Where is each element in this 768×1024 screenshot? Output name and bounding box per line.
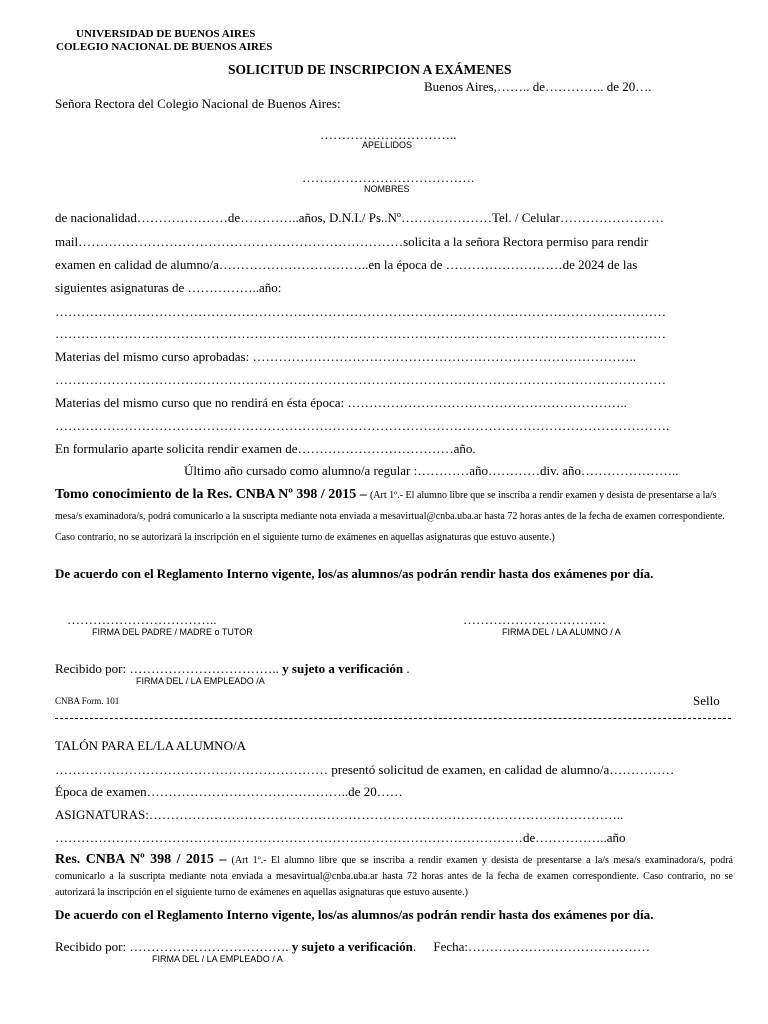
received-by-2[interactable] xyxy=(55,940,650,953)
subjects-year-line[interactable]: siguientes asignaturas de ……………..año: xyxy=(55,280,282,295)
employee-signature-label-1: FIRMA DEL / LA EMPLEADO /A xyxy=(136,676,265,686)
resolution-notice-1 xyxy=(55,484,731,547)
separate-form-line[interactable]: En formulario aparte solicita rendir examen de………………………………año. xyxy=(55,441,476,456)
mail-line[interactable]: mail…………………………………………………………………solicita a la señora Rectora permiso para rendir xyxy=(55,234,649,249)
apellidos-field[interactable]: ………………………….. xyxy=(320,127,457,142)
student-signature-label: FIRMA DEL / LA ALUMNO / A xyxy=(502,627,621,637)
received-by-1[interactable] xyxy=(55,662,410,675)
employee-signature-label-2: FIRMA DEL / LA EMPLEADO / A xyxy=(152,954,283,964)
received-by-label: Recibido por: …………………………….. xyxy=(55,661,279,676)
subjects-blank-line[interactable]: …………………………………………………………………………………………………………………………… xyxy=(55,304,666,319)
resolution-heading: Tomo conocimiento de la Res. CNBA Nº 398 / 2015 – xyxy=(55,487,367,502)
student-signature-line[interactable]: …………………………… xyxy=(463,612,606,627)
resolution-heading-2: Res. CNBA Nº 398 / 2015 – xyxy=(55,852,227,867)
approved-subjects-blank-line[interactable]: …………………………………………………………………………………………………………………………… xyxy=(55,372,666,387)
received-end: . xyxy=(406,661,410,676)
stub-exam-period-line[interactable]: Época de examen………………………………………..de 20…… xyxy=(55,784,403,799)
verification-text: y sujeto a verificación xyxy=(282,661,404,676)
not-taken-subjects-line[interactable]: Materias del mismo curso que no rendirá en ésta época: ……………………………………………………….. xyxy=(55,395,627,410)
resolution-text-2: (Art 1º.- El alumno libre que se inscriba a rendir examen y desista de presentarse a la/s mesa/s examinadora/s, podrá comunicarlo a la suscripta mediante nota enviada a mesavirtual@cnba.uba.ar hasta 72 horas antes de la fecha de examen correspondiente. Caso contrario, no se autorizará la inscripción en el siguiente turno de exámenes en aquellas asignaturas que estuvo ausente.) xyxy=(55,855,733,898)
parent-signature-label: FIRMA DEL PADRE / MADRE o TUTOR xyxy=(92,627,253,637)
form-title: SOLICITUD DE INSCRIPCION A EXÁMENES xyxy=(228,62,512,77)
subjects-blank-line[interactable]: …………………………………………………………………………………………………………………………… xyxy=(55,326,666,341)
nationality-dni-line[interactable]: de nacionalidad…………………de…………..años, D.N.I./ Ps..Nº…………………Tel. / Celular…………………… xyxy=(55,210,665,225)
parent-signature-line[interactable]: …………………………….. xyxy=(67,612,217,627)
regulation-notice-2: De acuerdo con el Reglamento Interno vigente, los/as alumnos/as podrán rendir hasta dos exámenes por día. xyxy=(55,907,654,922)
seal-label: Sello xyxy=(693,693,720,708)
regulation-notice-1: De acuerdo con el Reglamento Interno vigente, los/as alumnos/as podrán rendir hasta dos exámenes por día. xyxy=(55,566,654,581)
apellidos-label: APELLIDOS xyxy=(362,140,413,150)
nombres-label: NOMBRES xyxy=(364,184,410,194)
resolution-notice-2 xyxy=(55,852,733,900)
resolution-text: (Art 1º.- El alumno libre que se inscriba a rendir examen y desista de presentarse a la/s mesa/s examinadora/s, podrá comunicarlo a la suscripta mediante nota enviada a mesavirtual@cnba.uba.ar hasta 72 horas antes de la fecha de examen correspondiente. Caso contrario, no se autorizará la inscripción en el siguiente turno de exámenes en aquellas asignaturas que estuvo ausente.) xyxy=(55,490,725,543)
approved-subjects-line[interactable]: Materias del mismo curso aprobadas: …………………………………………………………………………….. xyxy=(55,349,636,364)
form-code: CNBA Form. 101 xyxy=(55,696,120,706)
addressee: Señora Rectora del Colegio Nacional de Buenos Aires: xyxy=(55,96,341,111)
received-end-2: . xyxy=(412,939,417,954)
stub-subjects-line[interactable]: ASIGNATURAS:……………………………………………………………………………………………….. xyxy=(55,807,624,822)
nombres-field[interactable]: …………………………………. xyxy=(302,170,475,185)
college-name: COLEGIO NACIONAL DE BUENOS AIRES xyxy=(56,41,273,53)
stub-title: TALÓN PARA EL/LA ALUMNO/A xyxy=(55,738,246,753)
university-name: UNIVERSIDAD DE BUENOS AIRES xyxy=(76,28,256,40)
received-date-field[interactable]: Fecha:…………………………………… xyxy=(433,939,650,954)
last-year-line[interactable]: Último año cursado como alumno/a regular :…………año…………div. año………………….. xyxy=(184,463,679,478)
cut-line xyxy=(55,718,731,719)
stub-name-line[interactable]: ……………………………………………………… presentó solicitud de examen, en calidad de alumno/a…………… xyxy=(55,762,675,777)
stub-subjects-year-line[interactable]: ………………………………………………………………………………………………de……………..año xyxy=(55,830,626,845)
received-by-label-2: Recibido por: ………………………………. xyxy=(55,939,289,954)
place-date-line[interactable]: Buenos Aires,…….. de………….. de 20…. xyxy=(424,79,652,94)
verification-text-2: y sujeto a verificación xyxy=(291,939,413,954)
not-taken-subjects-blank-line[interactable]: ……………………………………………………………………………………………………………………………. xyxy=(55,418,670,433)
exam-period-line[interactable]: examen en calidad de alumno/a……………………………..en la época de ………………………de 2024 de las xyxy=(55,257,638,272)
